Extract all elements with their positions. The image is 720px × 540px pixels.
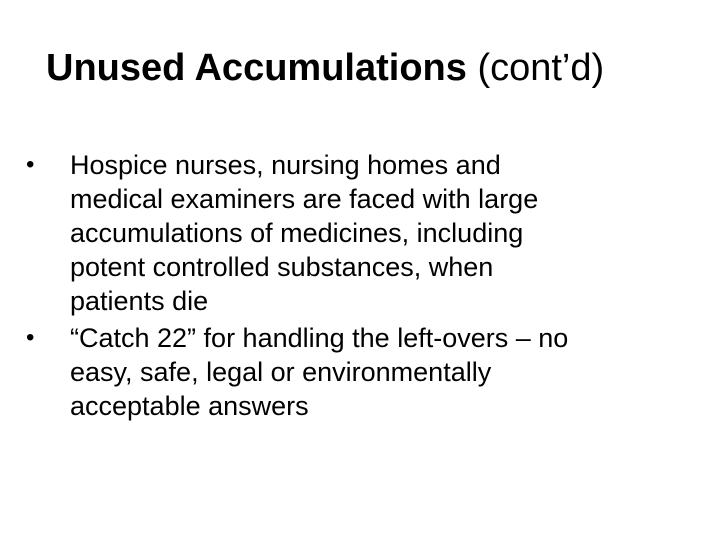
- title-suffix-text: (cont’d): [477, 47, 605, 89]
- bullet-line: acceptable answers: [70, 391, 309, 421]
- bullet-icon: •: [26, 151, 35, 178]
- bullet-line: medical examiners are faced with large: [70, 184, 539, 214]
- bullet-line: “Catch 22” for handling the left-overs – no: [70, 323, 569, 353]
- slide-title: [46, 44, 706, 92]
- bullet-line: potent controlled substances, when: [70, 252, 494, 282]
- bullet-icon: •: [26, 324, 35, 351]
- title-bold-text: Unused Accumulations: [46, 47, 467, 89]
- bullet-line: Hospice nurses, nursing homes and: [70, 150, 501, 180]
- bullet-line: accumulations of medicines, including: [70, 218, 524, 248]
- bullet-item-hospice: [0, 148, 700, 318]
- bullet-list: [0, 148, 700, 426]
- bullet-line: patients die: [70, 286, 209, 316]
- bullet-line: easy, safe, legal or environmentally: [70, 357, 492, 387]
- bullet-item-catch-22: [0, 321, 700, 423]
